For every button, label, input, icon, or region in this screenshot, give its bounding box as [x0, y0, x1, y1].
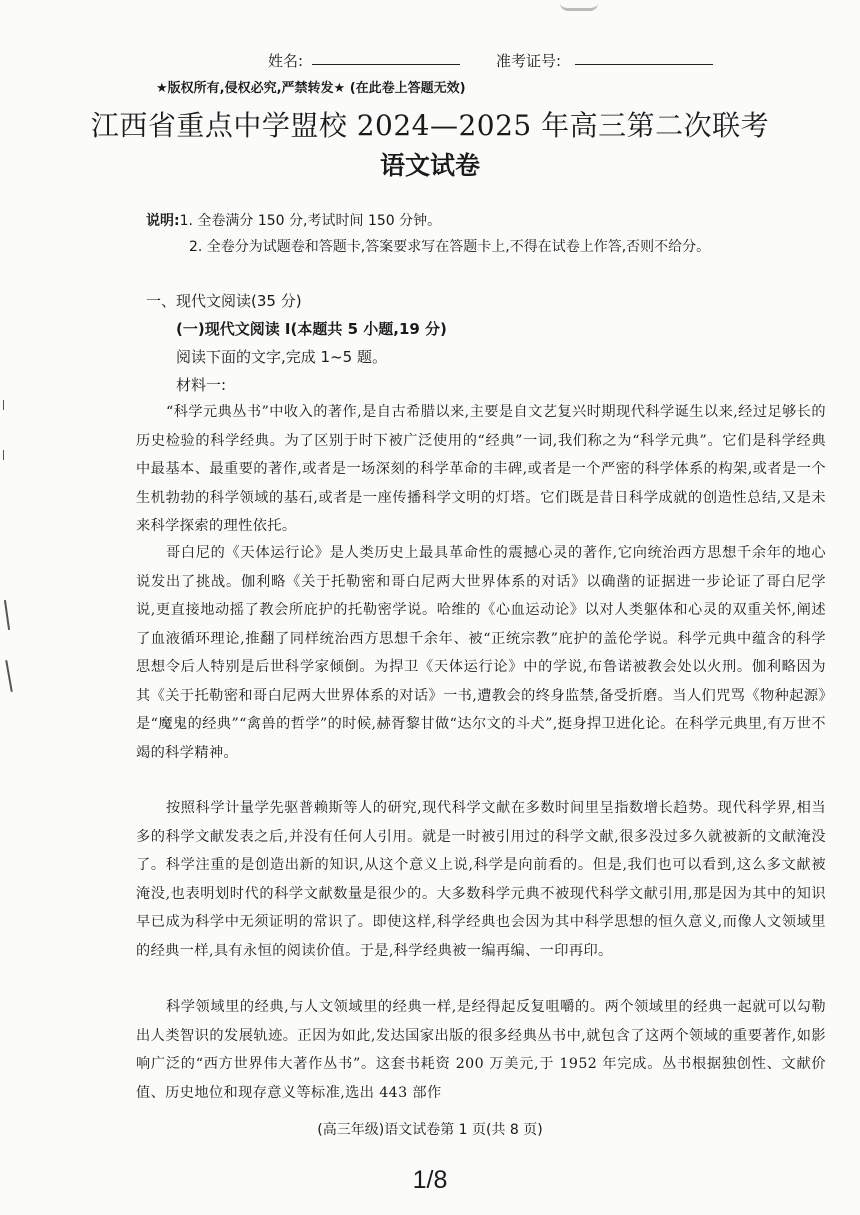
paragraph: 哥白尼的《天体运行论》是人类历史上最具革命性的震撼心灵的著作,它向统治西方思想千余年的地心说发出了挑战。伽利略《关于托勒密和哥白尼两大世界体系的对话》以确凿的证据进一步论证了哥白尼学说,更直接地动摇了教会所庇护的托勒密学说。哈维的《心血运动论》以对人类躯体和心灵的双重关怀,阐述了血液循环理论,推翻了同样统治西方思想千余年、被“正统宗教”庇护的盖伦学说。科学元典中蕴含的科学思想令后人特别是后世科学家倾倒。为捍卫《天体运行论》中的学说,布鲁诺被教会处以火刑。伽利略因为其《关于托勒密和哥白尼两大世界体系的对话》一书,遭教会的终身监禁,备受折磨。当人们咒骂《物种起源》是“魔鬼的经典”“禽兽的哲学”的时候,赫胥黎甘做“达尔文的斗犬”,挺身捍卫进化论。在科学元典里,有万世不竭的科学精神。: [136, 545, 826, 761]
scan-artifact-mark: [560, 0, 598, 11]
margin-scan-mark: [4, 600, 10, 630]
page-number: 1/8: [412, 1166, 448, 1194]
instruction-label: 说明:: [146, 213, 180, 229]
exam-number-label: 准考证号:: [496, 52, 562, 70]
name-label: 姓名:: [268, 52, 304, 70]
instruction-1: [146, 210, 441, 230]
paragraph: 按照科学计量学先驱普赖斯等人的研究,现代科学文献在多数时间里呈指数增长趋势。现代科学界,相当多的科学文献发表之后,并没有任何人引用。就是一时被引用过的科学文献,很多没过多久就被新的文献淹没了。科学注重的是创造出新的知识,从这个意义上说,科学是向前看的。但是,我们也可以看到,这么多文献被淹没,也表明划时代的科学文献数量是很少的。大多数科学元典不被现代科学文献引用,那是因为其中的知识早已成为科学中无须证明的常识了。即使这样,科学经典也会因为其中科学思想的恒久意义,而像人文领域里的经典一样,具有永恒的阅读价值。于是,科学经典被一编再编、一印再印。: [136, 800, 826, 959]
reading-prompt: 阅读下面的文字,完成 1~5 题。: [176, 348, 387, 366]
paragraph: 科学领域里的经典,与人文领域里的经典一样,是经得起反复咀嚼的。两个领域里的经典一起就可以勾勒出人类智识的发展轨迹。正因为如此,发达国家出版的很多经典丛书中,就包含了这两个领域的重要著作,如影响广泛的“西方世界伟大著作丛书”。这套书耗资 200 万美元,于 1952 年完成。丛书根据独创性、文献价值、历史地位和现存意义等标准,选出 443 部作: [136, 999, 826, 1101]
exam-number-field[interactable]: [575, 64, 713, 65]
exam-subtitle: 语文试卷: [379, 151, 480, 180]
margin-scan-mark: [3, 400, 4, 410]
margin-scan-mark: [3, 450, 4, 460]
instruction-text: 1. 全卷满分 150 分,考试时间 150 分钟。: [179, 213, 442, 229]
copyright-notice: ★版权所有,侵权必究,严禁转发★ (在此卷上答题无效): [156, 81, 466, 96]
subsection-heading: (一)现代文阅读 I(本题共 5 小题,19 分): [176, 320, 447, 338]
section-heading: 一、现代文阅读(35 分): [146, 292, 302, 310]
name-field[interactable]: [312, 64, 460, 65]
page-footer: (高三年级)语文试卷第 1 页(共 8 页): [317, 1122, 543, 1138]
material-label: 材料一:: [176, 376, 227, 394]
paragraph: “科学元典丛书”中收入的著作,是自古希腊以来,主要是自文艺复兴时期现代科学诞生以来,经过足够长的历史检验的科学经典。为了区别于时下被广泛使用的“经典”一词,我们称之为“科学元典”。它们是科学经典中最基本、最重要的著作,或者是一场深刻的科学革命的丰碑,或者是一个严密的科学体系的构架,或者是一个生机勃勃的科学领域的基石,或者是一座传播科学文明的灯塔。它们既是昔日科学成就的创造性总结,又是未来科学探索的理性依托。: [136, 404, 826, 534]
margin-scan-mark: [5, 660, 13, 692]
exam-title: 江西省重点中学盟校 2024—2025 年高三第二次联考: [90, 109, 770, 142]
instruction-2: 2. 全卷分为试题卷和答题卡,答案要求写在答题卡上,不得在试卷上作答,否则不给分。: [189, 239, 711, 255]
